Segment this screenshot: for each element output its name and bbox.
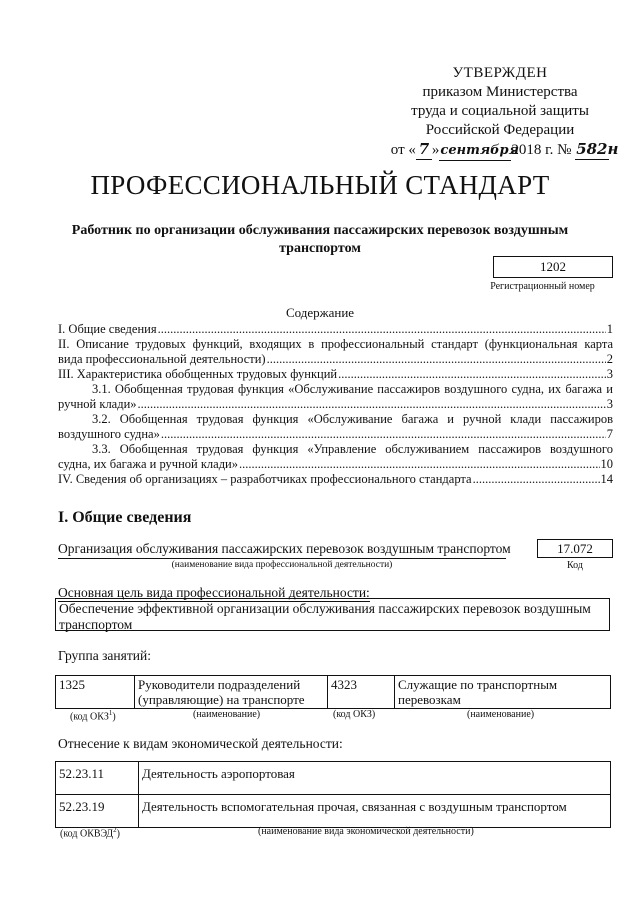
toc-item-text: воздушного судна»	[58, 427, 160, 441]
registration-number-box: 1202	[493, 256, 613, 278]
occupation-name-cell: Служащие по транспортным перевозкам	[395, 676, 611, 709]
table-row	[56, 676, 611, 709]
occupation-group-label: Группа занятий:	[58, 648, 151, 663]
activity-code-box: 17.072	[537, 539, 613, 558]
toc-item-2[interactable]	[58, 337, 613, 367]
toc-item-page: 3	[606, 367, 613, 381]
toc-item-text-line: 3.1. Обобщенная трудовая функция «Обслуживание пассажиров воздушного судна, их багажа и	[92, 382, 613, 396]
occupation-name-caption: (наименование)	[193, 709, 261, 720]
okved-code-cell: 52.23.19	[56, 795, 139, 828]
toc-item-page: 7	[606, 427, 613, 441]
okved-code-caption	[60, 826, 120, 839]
toc-item-text-line: II. Описание трудовых функций, входящих в профессиональный стандарт (функциональная карта	[58, 337, 613, 351]
occupation-table	[55, 675, 611, 709]
activity-name: Организация обслуживания пассажирских перевозок воздушным транспортом	[58, 541, 506, 559]
toc-item-page: 14	[600, 472, 613, 486]
approval-line-1: приказом Министерства	[422, 84, 578, 100]
approval-block	[390, 64, 619, 161]
goal-text-box: Обеспечение эффективной организации обслуживания пассажирских перевозок воздушным транспортом	[55, 598, 610, 631]
occupation-code-caption-2: (код ОКЗ)	[333, 709, 376, 720]
toc-item-3-1[interactable]	[58, 382, 613, 412]
standard-subtitle: Работник по организации обслуживания пассажирских перевозок воздушным транспортом	[71, 223, 569, 256]
caption-text: (код ОКЗ	[70, 711, 109, 723]
occupation-code-cell: 1325	[56, 676, 135, 709]
caption-text: )	[116, 828, 120, 840]
toc-item-page: 1	[606, 322, 613, 336]
okved-name-caption: (наименование вида экономической деятельности)	[258, 826, 474, 837]
toc-item-page: 3	[606, 397, 613, 411]
toc-item-page: 10	[600, 457, 613, 471]
toc-leader-dots	[338, 367, 606, 382]
toc-item-text: ручной клади»	[58, 397, 137, 411]
table-row	[56, 762, 611, 795]
table-row	[56, 795, 611, 828]
occupation-name-caption-2: (наименование)	[467, 709, 535, 720]
goal-label: Основная цель вида профессиональной деятельности:	[58, 585, 370, 600]
toc-item-text: IV. Сведения об организациях – разработчиках профессионального стандарта	[58, 472, 472, 486]
date-year: 2018 г. №	[511, 142, 572, 158]
toc-leader-dots	[161, 427, 606, 442]
toc-leader-dots	[158, 322, 606, 337]
toc-leader-dots	[138, 397, 606, 412]
toc-item-text: III. Характеристика обобщенных трудовых функций	[58, 367, 338, 381]
footnote-marker: 2	[113, 826, 117, 834]
date-day-handwritten: 7	[416, 140, 432, 160]
toc-item-3-2[interactable]	[58, 412, 613, 442]
toc-item-1[interactable]	[58, 322, 613, 337]
toc-leader-dots	[239, 457, 600, 472]
table-of-contents	[58, 322, 613, 487]
caption-text: (код ОКВЭД	[60, 828, 114, 840]
activity-code-caption: Код	[567, 560, 583, 571]
toc-item-page: 2	[606, 352, 613, 366]
occupation-name-cell: Руководители подразделений (управляющие) на транспорте	[135, 676, 328, 709]
toc-leader-dots	[473, 472, 600, 487]
economic-activity-table	[55, 761, 611, 828]
toc-item-text: I. Общие сведения	[58, 322, 157, 336]
date-month-handwritten: сентября	[439, 141, 511, 161]
section-title: I. Общие сведения	[58, 509, 192, 526]
occupation-code-caption	[70, 709, 116, 722]
order-number-handwritten: 582н	[576, 140, 619, 158]
economic-activity-label: Отнесение к видам экономической деятельности:	[58, 736, 343, 751]
toc-leader-dots	[267, 352, 606, 367]
approval-title: УТВЕРЖДЕН	[452, 65, 548, 81]
toc-item-3-3[interactable]	[58, 442, 613, 472]
toc-item-text-line: 3.3. Обобщенная трудовая функция «Управление обслуживанием пассажиров воздушного	[92, 442, 613, 456]
okved-name-cell: Деятельность аэропортовая	[139, 762, 611, 795]
approval-line-2: труда и социальной защиты	[411, 103, 589, 119]
toc-title: Содержание	[285, 305, 355, 320]
activity-caption: (наименование вида профессиональной деятельности)	[171, 560, 393, 570]
registration-number-label: Регистрационный номер	[490, 281, 595, 292]
toc-item-3[interactable]	[58, 367, 613, 382]
page-title: ПРОФЕССИОНАЛЬНЫЙ СТАНДАРТ	[90, 170, 550, 200]
toc-item-text-line: 3.2. Обобщенная трудовая функция «Обслуживание багажа и ручной клади пассажиров	[92, 412, 613, 426]
footnote-marker: 1	[108, 709, 113, 717]
toc-item-4[interactable]	[58, 472, 613, 487]
date-mid: »	[431, 142, 440, 158]
okved-code-cell: 52.23.11	[56, 762, 139, 795]
date-prefix: от «	[390, 142, 416, 158]
toc-item-text: судна, их багажа и ручной клади»	[58, 457, 238, 471]
approval-line-3: Российской Федерации	[425, 122, 575, 138]
okved-name-cell: Деятельность вспомогательная прочая, связанная с воздушным транспортом	[139, 795, 611, 828]
occupation-code-cell: 4323	[328, 676, 395, 709]
caption-text: )	[112, 711, 116, 723]
approval-date-line	[390, 140, 619, 161]
toc-item-text: вида профессиональной деятельности)	[58, 352, 266, 366]
